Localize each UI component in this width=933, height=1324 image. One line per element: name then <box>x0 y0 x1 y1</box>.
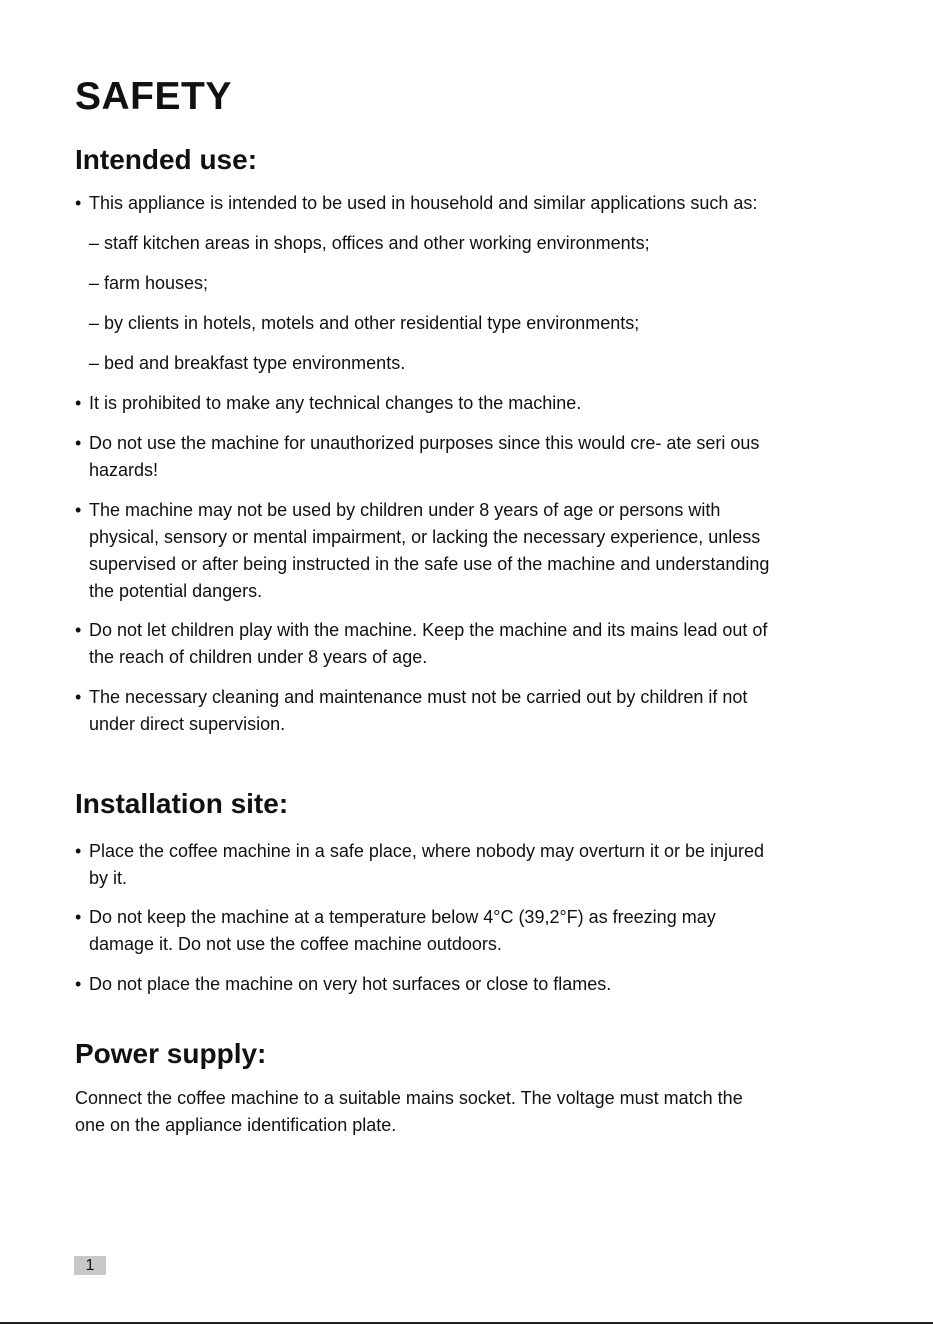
bullet-icon: • <box>75 500 82 520</box>
sub-item: – farm houses; <box>89 273 209 293</box>
bullet-continuation: under direct supervision. <box>89 714 286 734</box>
bullet-icon: • <box>75 974 82 994</box>
bullet-continuation: supervised or after being instructed in the safe use of the machine and understanding <box>89 554 770 574</box>
bullet-item: • Do not let children play with the machine. Keep the machine and its mains lead out of <box>75 617 767 644</box>
bullet-icon: • <box>75 687 82 707</box>
page-title: SAFETY <box>75 75 232 118</box>
bullet-continuation: physical, sensory or mental impairment, or lacking the necessary experience, unless <box>89 527 761 547</box>
bullet-continuation: by it. <box>89 868 128 888</box>
bullet-continuation: the potential dangers. <box>89 581 263 601</box>
bullet-item: • The machine may not be used by children under 8 years of age or persons with <box>75 497 720 524</box>
bullet-icon: • <box>75 907 82 927</box>
bullet-item: • This appliance is intended to be used in household and similar applications such as: <box>75 190 757 217</box>
sub-item: – staff kitchen areas in shops, offices and other working environments; <box>89 233 650 253</box>
bullet-item: • The necessary cleaning and maintenance must not be carried out by children if not <box>75 684 747 711</box>
bullet-icon: • <box>75 620 82 640</box>
bullet-item: • Do not keep the machine at a temperature below 4°C (39,2°F) as freezing may <box>75 904 716 931</box>
section-heading-intended-use: Intended use: <box>75 144 258 175</box>
bullet-item: • Do not place the machine on very hot surfaces or close to flames. <box>75 971 611 998</box>
sub-item: – bed and breakfast type environments. <box>89 353 406 373</box>
section-heading-installation-site: Installation site: <box>75 788 289 819</box>
bullet-continuation: damage it. Do not use the coffee machine outdoors. <box>89 934 502 954</box>
page-number: 1 <box>74 1256 106 1275</box>
bullet-item: • Do not use the machine for unauthorized purposes since this would cre- ate seri ous <box>75 430 759 457</box>
bullet-item: • It is prohibited to make any technical changes to the machine. <box>75 390 581 417</box>
bullet-item: • Place the coffee machine in a safe place, where nobody may overturn it or be injured <box>75 838 764 865</box>
bullet-icon: • <box>75 393 82 413</box>
bullet-icon: • <box>75 433 82 453</box>
paragraph-line: Connect the coffee machine to a suitable mains socket. The voltage must match the <box>75 1088 743 1108</box>
bullet-continuation: hazards! <box>89 460 159 480</box>
paragraph-line: one on the appliance identification plate. <box>75 1115 397 1135</box>
bullet-icon: • <box>75 841 82 861</box>
bullet-icon: • <box>75 193 82 213</box>
bullet-continuation: the reach of children under 8 years of age. <box>89 647 428 667</box>
section-heading-power-supply: Power supply: <box>75 1038 267 1069</box>
sub-item: – by clients in hotels, motels and other residential type environments; <box>89 313 640 333</box>
